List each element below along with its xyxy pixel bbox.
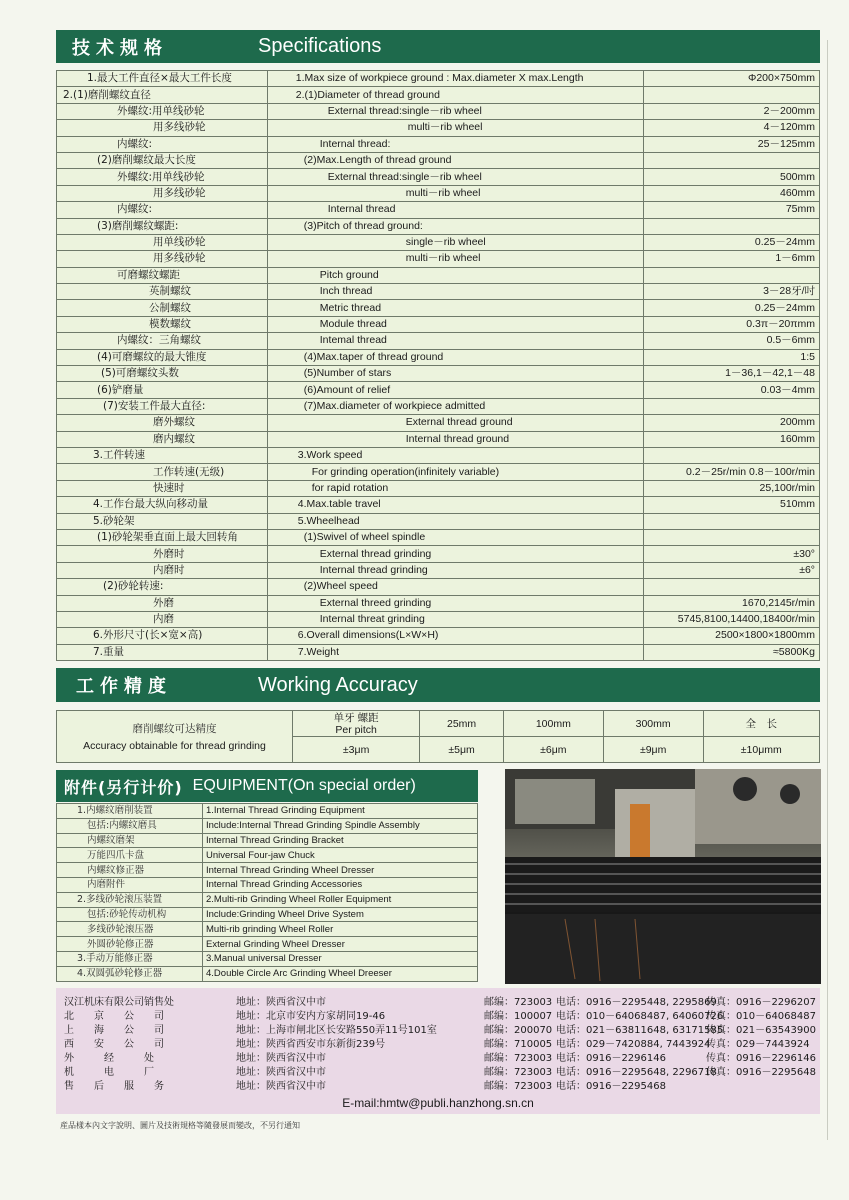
spec-value-cell: 0.2－25r/min 0.8－100r/min: [644, 464, 820, 480]
footnote: 産品樣本內文字說明、圖片及技術規格等隨發展而變改，不另行通知: [60, 1121, 300, 1130]
spec-value-cell: 160mm: [644, 431, 820, 447]
spec-row: [57, 644, 820, 660]
specifications-title-en: Specifications: [258, 35, 382, 57]
spec-en-cell: 2.(1)Diameter of thread ground: [267, 87, 643, 103]
accuracy-value-cell: ±6μm: [503, 737, 603, 763]
spec-value-cell: 0.5－6mm: [644, 333, 820, 349]
spec-cn-cell: (5)可磨螺纹头数: [57, 366, 268, 382]
spec-en-cell: External thread:single－rib wheel: [267, 103, 643, 119]
spec-cn-cell: 公制螺纹: [57, 300, 268, 316]
equipment-en-cell: 2.Multi-rib Grinding Wheel Roller Equipment: [203, 892, 478, 907]
equipment-row: [57, 863, 478, 878]
spec-value-cell: 1:5: [644, 349, 820, 365]
spec-en-cell: multi－rib wheel: [267, 251, 643, 267]
spec-en-cell: (1)Swivel of wheel spindle: [267, 529, 643, 545]
spec-cn-cell: 用多线砂轮: [57, 251, 268, 267]
spec-en-cell: (5)Number of stars: [267, 366, 643, 382]
spec-value-cell: 2－200mm: [644, 103, 820, 119]
spec-en-cell: External thread grinding: [267, 546, 643, 562]
spec-cn-cell: 内螺纹:: [57, 136, 268, 152]
accuracy-value-cell: ±5μm: [420, 737, 504, 763]
spec-cn-cell: 用单线砂轮: [57, 234, 268, 250]
spec-row: [57, 87, 820, 103]
contact-tel: 电话：010－64068487, 64060726: [556, 1011, 724, 1022]
spec-value-cell: ≈5800Kg: [644, 644, 820, 660]
equipment-row: [57, 818, 478, 833]
spec-row: [57, 611, 820, 627]
contact-zip: 邮编：710005: [484, 1039, 553, 1050]
spec-cn-cell: 1.最大工件直径×最大工件长度: [57, 71, 268, 87]
equipment-row: [57, 848, 478, 863]
spec-cn-cell: (3)磨削螺纹螺距:: [57, 218, 268, 234]
spec-value-cell: 460mm: [644, 185, 820, 201]
contact-zip: 邮编：200070: [484, 1025, 553, 1036]
contact-tel: 电话：0916－2296146: [556, 1053, 666, 1064]
equipment-cn-cell: 外圆砂轮修正器: [57, 937, 203, 952]
equipment-cn-cell: 多线砂轮滚压器: [57, 922, 203, 937]
contact-zip: 邮编：100007: [484, 1011, 553, 1022]
equipment-cn-cell: 包括:砂轮传动机构: [57, 907, 203, 922]
spec-en-cell: 3.Work speed: [267, 447, 643, 463]
spec-row: [57, 316, 820, 332]
spec-row: [57, 628, 820, 644]
spec-cn-cell: (2)砂轮转速:: [57, 579, 268, 595]
contact-tel: 电话：021－63811648, 63171585: [556, 1025, 724, 1036]
contact-zip: 邮编：723003: [484, 1053, 553, 1064]
spec-cn-cell: 磨外螺纹: [57, 415, 268, 431]
spec-cn-cell: 内磨: [57, 611, 268, 627]
spec-value-cell: [644, 87, 820, 103]
spec-value-cell: 4－120mm: [644, 120, 820, 136]
equipment-row: [57, 922, 478, 937]
contact-fax: 传真：0916－2296207: [706, 997, 816, 1008]
spec-en-cell: multi－rib wheel: [267, 120, 643, 136]
spec-value-cell: 5745,8100,14400,18400r/min: [644, 611, 820, 627]
equipment-cn-cell: 3.手动万能修正器: [57, 951, 203, 966]
equipment-table: [56, 803, 478, 982]
spec-value-cell: 1－36,1－42,1－48: [644, 366, 820, 382]
accuracy-table: [56, 710, 820, 763]
contact-row: [56, 1052, 820, 1066]
spec-value-cell: Φ200×750mm: [644, 71, 820, 87]
equipment-en-cell: 3.Manual universal Dresser: [203, 951, 478, 966]
spec-value-cell: 2500×1800×1800mm: [644, 628, 820, 644]
contact-addr: 地址：上海市闸北区长安路550弄11号101室: [236, 1025, 437, 1036]
spec-en-cell: Internal thread:: [267, 136, 643, 152]
contact-row: [56, 1024, 820, 1038]
spec-row: [57, 234, 820, 250]
contact-addr: 地址：北京市安内方家胡同19-46: [236, 1011, 386, 1022]
spec-value-cell: 0.3π－20πmm: [644, 316, 820, 332]
contact-fax: 传真：010－64068487: [706, 1011, 816, 1022]
spec-row: [57, 382, 820, 398]
spec-row: [57, 546, 820, 562]
spec-cn-cell: (1)砂轮架垂直面上最大回转角: [57, 529, 268, 545]
equipment-en-cell: External Grinding Wheel Dresser: [203, 937, 478, 952]
accuracy-value-cell: ±3μm: [293, 737, 420, 763]
specifications-table: [56, 70, 820, 661]
spec-value-cell: 25－125mm: [644, 136, 820, 152]
equipment-row: [57, 892, 478, 907]
equipment-row: [57, 907, 478, 922]
accuracy-label: [57, 711, 293, 763]
spec-value-cell: 75mm: [644, 202, 820, 218]
spec-row: [57, 349, 820, 365]
equipment-en-cell: Universal Four-jaw Chuck: [203, 848, 478, 863]
spec-en-cell: 7.Weight: [267, 644, 643, 660]
spec-en-cell: 1.Max size of workpiece ground : Max.diameter X max.Length: [267, 71, 643, 87]
accuracy-value-cell: ±10μmm: [703, 737, 819, 763]
spec-cn-cell: 7.重量: [57, 644, 268, 660]
spec-cn-cell: 内螺纹：三角螺纹: [57, 333, 268, 349]
equipment-en-cell: 1.Internal Thread Grinding Equipment: [203, 804, 478, 819]
spec-en-cell: Internal thread grinding: [267, 562, 643, 578]
spec-row: [57, 284, 820, 300]
spec-en-cell: External threed grinding: [267, 595, 643, 611]
spec-en-cell: 4.Max.table travel: [267, 497, 643, 513]
spec-row: [57, 333, 820, 349]
contact-zip: 邮编：723003: [484, 1067, 553, 1078]
spec-cn-cell: 2.(1)磨削螺纹直径: [57, 87, 268, 103]
accuracy-header-cell: 100mm: [503, 711, 603, 737]
spec-cn-cell: 外磨时: [57, 546, 268, 562]
spec-value-cell: [644, 529, 820, 545]
spec-value-cell: [644, 152, 820, 168]
contact-name: 西 安 公 司: [64, 1039, 164, 1050]
spec-value-cell: 3－28牙/吋: [644, 284, 820, 300]
equipment-cn-cell: 万能四爪卡盘: [57, 848, 203, 863]
contact-row: [56, 996, 820, 1010]
equipment-cn-cell: 内螺纹磨架: [57, 833, 203, 848]
spec-value-cell: [644, 398, 820, 414]
spec-row: [57, 300, 820, 316]
spec-row: [57, 464, 820, 480]
accuracy-header-cell: 单牙 螺距 Per pitch: [293, 711, 420, 737]
accuracy-value-cell: ±9μm: [603, 737, 703, 763]
contact-row: [56, 1066, 820, 1080]
equipment-cn-cell: 包括:内螺纹磨具: [57, 818, 203, 833]
spec-cn-cell: (4)可磨螺纹的最大锥度: [57, 349, 268, 365]
spec-en-cell: Metric thread: [267, 300, 643, 316]
equipment-cn-cell: 2.多线砂轮滚压装置: [57, 892, 203, 907]
specifications-header: [56, 30, 820, 63]
contact-name: 机 电 厂: [64, 1067, 154, 1078]
spec-cn-cell: 模数螺纹: [57, 316, 268, 332]
spec-en-cell: Internal threat grinding: [267, 611, 643, 627]
spec-row: [57, 529, 820, 545]
contact-addr: 地址：陕西省汉中市: [236, 1053, 326, 1064]
spec-en-cell: (7)Max.diameter of workpiece admitted: [267, 398, 643, 414]
spec-row: [57, 120, 820, 136]
spec-value-cell: 200mm: [644, 415, 820, 431]
spec-row: [57, 579, 820, 595]
spec-cn-cell: (2)磨削螺纹最大长度: [57, 152, 268, 168]
spec-cn-cell: 磨内螺纹: [57, 431, 268, 447]
spec-row: [57, 480, 820, 496]
contact-fax: 传真：0916－2296146: [706, 1053, 816, 1064]
accuracy-title-cn: 工作精度: [76, 676, 172, 697]
spec-cn-cell: 外螺纹:用单线砂轮: [57, 103, 268, 119]
spec-en-cell: single－rib wheel: [267, 234, 643, 250]
spec-en-cell: 5.Wheelhead: [267, 513, 643, 529]
accuracy-label-en: Accuracy obtainable for thread grinding: [83, 740, 266, 752]
equipment-row: [57, 966, 478, 981]
contact-name: 上 海 公 司: [64, 1025, 164, 1036]
spec-cn-cell: (7)安装工件最大直径:: [57, 398, 268, 414]
spec-value-cell: [644, 218, 820, 234]
equipment-cn-cell: 内螺纹修正器: [57, 863, 203, 878]
spec-row: [57, 415, 820, 431]
contact-panel: [56, 988, 820, 1114]
equipment-en-cell: Internal Thread Grinding Wheel Dresser: [203, 863, 478, 878]
spec-en-cell: For grinding operation(infinitely variable): [267, 464, 643, 480]
spec-row: [57, 267, 820, 283]
spec-value-cell: 0.25－24mm: [644, 300, 820, 316]
contact-addr: 地址：陕西省西安市东新街239号: [236, 1039, 386, 1050]
page-edge-line: [827, 40, 828, 1140]
contact-tel: 电话：0916－2295468: [556, 1081, 666, 1092]
spec-en-cell: (6)Amount of relief: [267, 382, 643, 398]
spec-en-cell: Intemal thread: [267, 333, 643, 349]
contact-fax: 传真：021－63543900: [706, 1025, 816, 1036]
spec-row: [57, 103, 820, 119]
spec-value-cell: [644, 447, 820, 463]
spec-row: [57, 218, 820, 234]
contact-email[interactable]: E-mail:hmtw@publi.hanzhong.sn.cn: [342, 1096, 534, 1110]
contact-fax: 传真：0916－2295648: [706, 1067, 816, 1078]
spec-cn-cell: 6.外形尺寸(长×宽×高): [57, 628, 268, 644]
spec-row: [57, 185, 820, 201]
equipment-en-cell: Include:Grinding Wheel Drive System: [203, 907, 478, 922]
accuracy-title-en: Working Accuracy: [258, 673, 418, 696]
spec-en-cell: Internal thread: [267, 202, 643, 218]
spec-en-cell: for rapid rotation: [267, 480, 643, 496]
spec-en-cell: multi－rib wheel: [267, 185, 643, 201]
spec-row: [57, 366, 820, 382]
spec-value-cell: ±6°: [644, 562, 820, 578]
contact-tel: 电话：029－7420884, 7443924: [556, 1039, 711, 1050]
spec-row: [57, 447, 820, 463]
spec-cn-cell: (6)铲磨量: [57, 382, 268, 398]
equipment-title-en: EQUIPMENT(On special order): [192, 777, 416, 794]
contact-tel: 电话：0916－2295648, 2296718: [556, 1067, 717, 1078]
spec-cn-cell: 用多线砂轮: [57, 185, 268, 201]
spec-cn-cell: 快速时: [57, 480, 268, 496]
spec-en-cell: Inch thread: [267, 284, 643, 300]
spec-en-cell: Module thread: [267, 316, 643, 332]
equipment-title-cn: 附件(另行计价): [64, 777, 183, 797]
spec-value-cell: 510mm: [644, 497, 820, 513]
spec-row: [57, 169, 820, 185]
spec-cn-cell: 可磨螺纹螺距: [57, 267, 268, 283]
contact-row: [56, 1080, 820, 1094]
spec-cn-cell: 外螺纹:用单线砂轮: [57, 169, 268, 185]
spec-en-cell: (2)Max.Length of thread ground: [267, 152, 643, 168]
accuracy-label-cn: 磨削螺纹可达精度: [132, 723, 217, 735]
contact-addr: 地址：陕西省汉中市: [236, 1081, 326, 1092]
contact-name: 汉江机床有限公司销售处: [64, 997, 174, 1008]
equipment-row: [57, 937, 478, 952]
contact-tel: 电话：0916－2295448, 2295869: [556, 997, 717, 1008]
spec-en-cell: (3)Pitch of thread ground:: [267, 218, 643, 234]
spec-row: [57, 71, 820, 87]
spec-cn-cell: 工作转速(无级): [57, 464, 268, 480]
machine-photo: [505, 769, 821, 984]
spec-row: [57, 562, 820, 578]
equipment-cn-cell: 1.内螺纹磨削装置: [57, 804, 203, 819]
equipment-row: [57, 951, 478, 966]
spec-en-cell: External thread:single－rib wheel: [267, 169, 643, 185]
spec-en-cell: External thread ground: [267, 415, 643, 431]
spec-cn-cell: 3.工件转速: [57, 447, 268, 463]
contact-name: 售 后 服 务: [64, 1081, 164, 1092]
contact-name: 外 经 处: [64, 1053, 154, 1064]
spec-value-cell: 0.25－24mm: [644, 234, 820, 250]
equipment-row: [57, 804, 478, 819]
accuracy-header-cell: 全 长: [703, 711, 819, 737]
spec-cn-cell: 内磨时: [57, 562, 268, 578]
contact-zip: 邮编：723003: [484, 997, 553, 1008]
spec-value-cell: 25,100r/min: [644, 480, 820, 496]
equipment-en-cell: 4.Double Circle Arc Grinding Wheel Dreeser: [203, 966, 478, 981]
spec-row: [57, 513, 820, 529]
spec-value-cell: 1－6mm: [644, 251, 820, 267]
spec-en-cell: (2)Wheel speed: [267, 579, 643, 595]
spec-row: [57, 202, 820, 218]
spec-value-cell: [644, 267, 820, 283]
spec-value-cell: [644, 579, 820, 595]
spec-en-cell: Internal thread ground: [267, 431, 643, 447]
working-accuracy-header: [56, 668, 820, 702]
accuracy-header-cell: 300mm: [603, 711, 703, 737]
spec-en-cell: (4)Max.taper of thread ground: [267, 349, 643, 365]
equipment-en-cell: Internal Thread Grinding Accessories: [203, 877, 478, 892]
accuracy-header-cell: 25mm: [420, 711, 504, 737]
equipment-en-cell: Multi-rib grinding Wheel Roller: [203, 922, 478, 937]
spec-en-cell: 6.Overall dimensions(L×W×H): [267, 628, 643, 644]
spec-row: [57, 251, 820, 267]
contact-name: 北 京 公 司: [64, 1011, 164, 1022]
spec-cn-cell: 外磨: [57, 595, 268, 611]
contact-addr: 地址：陕西省汉中市: [236, 997, 326, 1008]
equipment-en-cell: Internal Thread Grinding Bracket: [203, 833, 478, 848]
spec-row: [57, 152, 820, 168]
equipment-row: [57, 833, 478, 848]
spec-en-cell: Pitch ground: [267, 267, 643, 283]
contact-row: [56, 1038, 820, 1052]
spec-row: [57, 431, 820, 447]
spec-row: [57, 398, 820, 414]
equipment-header: [56, 770, 478, 802]
spec-row: [57, 136, 820, 152]
spec-cn-cell: 用多线砂轮: [57, 120, 268, 136]
contact-row: [56, 1010, 820, 1024]
spec-value-cell: ±30°: [644, 546, 820, 562]
equipment-row: [57, 877, 478, 892]
spec-row: [57, 595, 820, 611]
equipment-en-cell: Include:Internal Thread Grinding Spindle Assembly: [203, 818, 478, 833]
spec-cn-cell: 5.砂轮架: [57, 513, 268, 529]
contact-addr: 地址：陕西省汉中市: [236, 1067, 326, 1078]
equipment-cn-cell: 4.双圆弧砂轮修正器: [57, 966, 203, 981]
spec-value-cell: [644, 513, 820, 529]
spec-value-cell: 1670,2145r/min: [644, 595, 820, 611]
spec-cn-cell: 英制螺纹: [57, 284, 268, 300]
equipment-cn-cell: 内磨附件: [57, 877, 203, 892]
spec-value-cell: 0.03－4mm: [644, 382, 820, 398]
spec-cn-cell: 内螺纹:: [57, 202, 268, 218]
specifications-title-cn: 技术规格: [72, 37, 168, 59]
spec-row: [57, 497, 820, 513]
contact-zip: 邮编：723003: [484, 1081, 553, 1092]
contact-fax: 传真：029－7443924: [706, 1039, 810, 1050]
spec-value-cell: 500mm: [644, 169, 820, 185]
spec-cn-cell: 4.工作台最大纵向移动量: [57, 497, 268, 513]
